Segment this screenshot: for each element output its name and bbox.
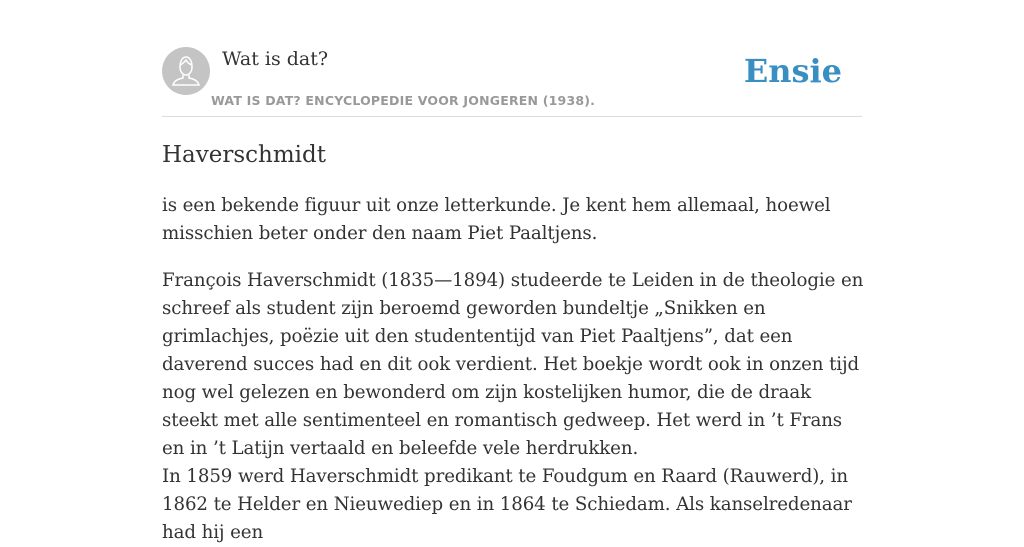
- article-paragraph: François Haverschmidt (1835—1894) studeerde te Leiden in de theologie en schreef als student zijn beroemd geworden bundeltje „Snikken en grimlachjes, poëzie uit den studententijd van Piet Paaltjens”, dat een daverend succes had en dit ook verdient. Het boekje wordt ook in onzen tijd nog wel gelezen en bewonderd om zijn kostelijken humor, die de draak steekt met alle sentimenteel en romantisch gedweep. Het werd in ’t Frans en in ’t Latijn vertaald en beleefde vele herdrukken.: [162, 270, 864, 459]
- article-title: Haverschmidt: [162, 142, 326, 168]
- article-paragraph: In 1859 werd Haverschmidt predikant te Foudgum en Raard (Rauwerd), in 1862 te Helder en Nieuwediep en in 1864 te Schiedam. Als kanselredenaar had hij een: [162, 466, 852, 543]
- ensie-logo[interactable]: Ensie: [743, 52, 842, 90]
- avatar[interactable]: [162, 47, 210, 95]
- author-link[interactable]: Wat is dat?: [222, 48, 329, 70]
- article-body: [162, 139, 867, 547]
- user-silhouette-icon: [162, 47, 210, 95]
- article-paragraph: is een bekende figuur uit onze letterkunde. Je kent hem allemaal, hoewel misschien beter onder den naam Piet Paaltjens.: [162, 195, 831, 244]
- article-header: [162, 47, 862, 117]
- source-link[interactable]: WAT IS DAT? ENCYCLOPEDIE VOOR JONGEREN (1938).: [211, 93, 596, 108]
